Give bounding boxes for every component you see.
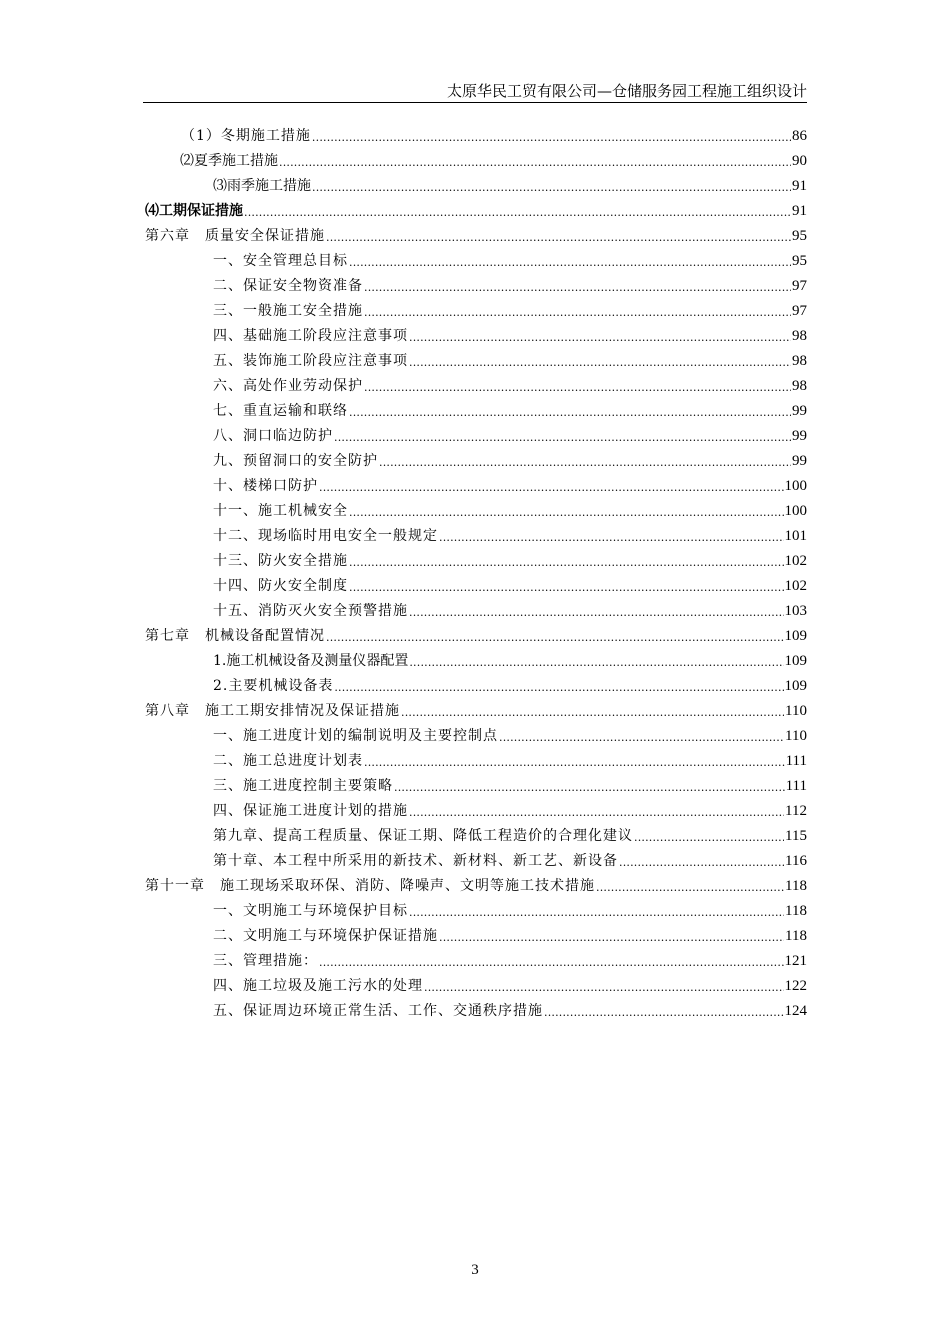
- toc-entry-page: 102: [784, 553, 807, 569]
- toc-leader-dots: [334, 426, 791, 446]
- toc-entry-page: 98: [792, 328, 807, 344]
- toc-entry-page: 95: [792, 253, 807, 269]
- toc-entry-title: 五、保证周边环境正常生活、工作、交通秩序措施: [213, 1003, 543, 1019]
- toc-leader-dots: [409, 801, 784, 821]
- toc-entry[interactable]: [181, 126, 807, 146]
- toc-entry-title: 二、施工总进度计划表: [213, 753, 363, 769]
- toc-entry-page: 122: [784, 978, 807, 994]
- toc-entry-title: 第八章 施工工期安排情况及保证措施: [145, 703, 400, 719]
- toc-chapter-entry[interactable]: [213, 851, 807, 871]
- toc-entry[interactable]: [213, 726, 807, 746]
- toc-leader-dots: [379, 451, 791, 471]
- toc-entry[interactable]: [213, 551, 807, 571]
- toc-entry-title: 十、楼梯口防护: [213, 478, 318, 494]
- toc-entry-title: 十三、防火安全措施: [213, 553, 348, 569]
- toc-leader-dots: [424, 976, 784, 996]
- toc-entry[interactable]: [213, 351, 807, 371]
- toc-leader-dots: [279, 151, 791, 171]
- toc-entry[interactable]: [213, 426, 807, 446]
- toc-entry-title: 2.主要机械设备表: [213, 678, 334, 694]
- toc-leader-dots: [319, 476, 784, 496]
- toc-leader-dots: [364, 276, 791, 296]
- toc-entry[interactable]: [213, 976, 807, 996]
- toc-leader-dots: [409, 901, 784, 921]
- toc-entry[interactable]: [213, 451, 807, 471]
- toc-leader-dots: [596, 876, 784, 896]
- toc-entry-page: 97: [792, 278, 807, 294]
- toc-entry-title: 九、预留洞口的安全防护: [213, 453, 378, 469]
- toc-entry-title: 一、施工进度计划的编制说明及主要控制点: [213, 728, 498, 744]
- toc-entry-title: 一、安全管理总目标: [213, 253, 348, 269]
- toc-chapter-entry[interactable]: [145, 626, 807, 646]
- toc-entry[interactable]: [213, 801, 807, 821]
- toc-leader-dots: [334, 676, 783, 696]
- toc-entry-page: 100: [784, 478, 807, 494]
- toc-entry[interactable]: [213, 601, 807, 621]
- toc-entry[interactable]: [213, 376, 807, 396]
- toc-entry-page: 98: [792, 378, 807, 394]
- toc-entry-title: 第十章、本工程中所采用的新技术、新材料、新工艺、新设备: [213, 853, 618, 869]
- toc-entry[interactable]: [213, 501, 807, 521]
- toc-leader-dots: [409, 326, 791, 346]
- toc-leader-dots: [349, 501, 784, 521]
- toc-leader-dots: [364, 751, 785, 771]
- toc-entry[interactable]: [213, 526, 807, 546]
- toc-entry[interactable]: [213, 951, 807, 971]
- toc-entry-page: 101: [784, 528, 807, 544]
- toc-entry-page: 116: [785, 853, 807, 869]
- toc-entry-title: 五、装饰施工阶段应注意事项: [213, 353, 408, 369]
- toc-entry-page: 112: [785, 803, 807, 819]
- toc-leader-dots: [544, 1001, 784, 1021]
- toc-leader-dots: [326, 226, 791, 246]
- toc-entry-page: 111: [785, 753, 807, 769]
- toc-entry-title: 三、一般施工安全措施: [213, 303, 363, 319]
- toc-entry-page: 97: [792, 303, 807, 319]
- toc-leader-dots: [409, 601, 784, 621]
- toc-entry-title: ⑵夏季施工措施: [180, 153, 278, 169]
- toc-entry-page: 91: [792, 203, 807, 219]
- toc-entry[interactable]: [213, 176, 807, 196]
- toc-entry-page: 110: [785, 703, 807, 719]
- toc-leader-dots: [349, 251, 791, 271]
- toc-entry-title: 四、施工垃圾及施工污水的处理: [213, 978, 423, 994]
- toc-leader-dots: [394, 776, 785, 796]
- toc-entry-title: ⑷工期保证措施: [145, 203, 243, 219]
- toc-entry[interactable]: [213, 901, 807, 921]
- running-header: 太原华民工贸有限公司—仓储服务园工程施工组织设计: [446, 82, 807, 100]
- toc-entry[interactable]: [213, 776, 807, 796]
- toc-leader-dots: [364, 301, 791, 321]
- toc-entry-page: 102: [784, 578, 807, 594]
- toc-chapter-entry[interactable]: [145, 226, 807, 246]
- toc-entry-page: 100: [784, 503, 807, 519]
- toc-entry-title: 十四、防火安全制度: [213, 578, 348, 594]
- toc-leader-dots: [409, 351, 791, 371]
- toc-entry-page: 109: [784, 678, 807, 694]
- toc-entry-page: 99: [792, 428, 807, 444]
- toc-entry-title: 八、洞口临边防护: [213, 428, 333, 444]
- toc-entry-title: 1.施工机械设备及测量仪器配置: [213, 653, 409, 669]
- toc-entry-page: 91: [792, 178, 807, 194]
- toc-entry-title: 二、文明施工与环境保护保证措施: [213, 928, 438, 944]
- toc-entry-page: 118: [785, 878, 807, 894]
- toc-entry-page: 90: [792, 153, 807, 169]
- toc-entry[interactable]: [213, 251, 807, 271]
- toc-entry[interactable]: [213, 1001, 807, 1021]
- toc-leader-dots: [634, 826, 784, 846]
- page-number: 3: [471, 1262, 479, 1278]
- toc-entry-page: 118: [785, 928, 807, 944]
- toc-leader-dots: [349, 551, 784, 571]
- toc-entry-title: 六、高处作业劳动保护: [213, 378, 363, 394]
- toc-leader-dots: [244, 201, 791, 221]
- toc-entry-title: 十一、施工机械安全: [213, 503, 348, 519]
- toc-entry-title: 十五、消防灭火安全预警措施: [213, 603, 408, 619]
- toc-entry[interactable]: [213, 676, 807, 696]
- toc-leader-dots: [364, 376, 791, 396]
- toc-entry-page: 99: [792, 453, 807, 469]
- toc-entry-title: 七、重直运输和联络: [213, 403, 348, 419]
- toc-entry-title: ⑶雨季施工措施: [213, 178, 311, 194]
- toc-chapter-entry[interactable]: [213, 826, 807, 846]
- toc-leader-dots: [349, 401, 791, 421]
- toc-entry-title: 第十一章 施工现场采取环保、消防、降噪声、文明等施工技术措施: [145, 878, 595, 894]
- toc-entry-title: 第六章 质量安全保证措施: [145, 228, 325, 244]
- toc-leader-dots: [312, 126, 791, 146]
- toc-entry-page: 86: [792, 128, 807, 144]
- toc-leader-dots: [439, 926, 784, 946]
- toc-entry-title: （1）冬期施工措施: [181, 128, 311, 144]
- toc-chapter-entry[interactable]: [145, 701, 807, 721]
- toc-entry-title: 三、施工进度控制主要策略: [213, 778, 393, 794]
- toc-entry-page: 124: [784, 1003, 807, 1019]
- toc-entry[interactable]: [213, 276, 807, 296]
- toc-entry-page: 115: [785, 828, 807, 844]
- toc-entry-title: 第七章 机械设备配置情况: [145, 628, 325, 644]
- toc-entry-page: 109: [784, 653, 807, 669]
- toc-entry-title: 十二、现场临时用电安全一般规定: [213, 528, 438, 544]
- toc-entry[interactable]: [213, 576, 807, 596]
- toc-entry-page: 109: [784, 628, 807, 644]
- toc-entry-page: 95: [792, 228, 807, 244]
- toc-leader-dots: [401, 701, 784, 721]
- toc-entry[interactable]: [213, 926, 807, 946]
- toc-entry[interactable]: [213, 751, 807, 771]
- toc-leader-dots: [499, 726, 784, 746]
- toc-entry-title: 二、保证安全物资准备: [213, 278, 363, 294]
- toc-entry-page: 110: [785, 728, 807, 744]
- toc-entry[interactable]: [213, 476, 807, 496]
- toc-entry[interactable]: [145, 201, 807, 221]
- toc-leader-dots: [439, 526, 784, 546]
- toc-entry-page: 98: [792, 353, 807, 369]
- toc-leader-dots: [312, 176, 791, 196]
- toc-chapter-entry[interactable]: [145, 876, 807, 896]
- toc-entry-page: 111: [785, 778, 807, 794]
- toc-entry-title: 四、基础施工阶段应注意事项: [213, 328, 408, 344]
- header-rule: [143, 102, 807, 103]
- toc-entry[interactable]: [213, 651, 807, 671]
- toc-entry-title: 一、文明施工与环境保护目标: [213, 903, 408, 919]
- toc-entry-page: 118: [785, 903, 807, 919]
- toc-leader-dots: [326, 626, 784, 646]
- toc-leader-dots: [349, 576, 784, 596]
- toc-leader-dots: [319, 951, 784, 971]
- toc-entry-title: 三、管理措施：: [213, 953, 318, 969]
- toc-entry-title: 四、保证施工进度计划的措施: [213, 803, 408, 819]
- toc-entry-page: 99: [792, 403, 807, 419]
- toc-leader-dots: [409, 651, 783, 671]
- toc-entry[interactable]: [180, 151, 807, 171]
- toc-entry[interactable]: [213, 326, 807, 346]
- toc-entry-page: 121: [784, 953, 807, 969]
- toc-leader-dots: [619, 851, 784, 871]
- toc-entry[interactable]: [213, 401, 807, 421]
- toc-entry[interactable]: [213, 301, 807, 321]
- toc-entry-page: 103: [784, 603, 807, 619]
- toc-entry-title: 第九章、提高工程质量、保证工期、降低工程造价的合理化建议: [213, 828, 633, 844]
